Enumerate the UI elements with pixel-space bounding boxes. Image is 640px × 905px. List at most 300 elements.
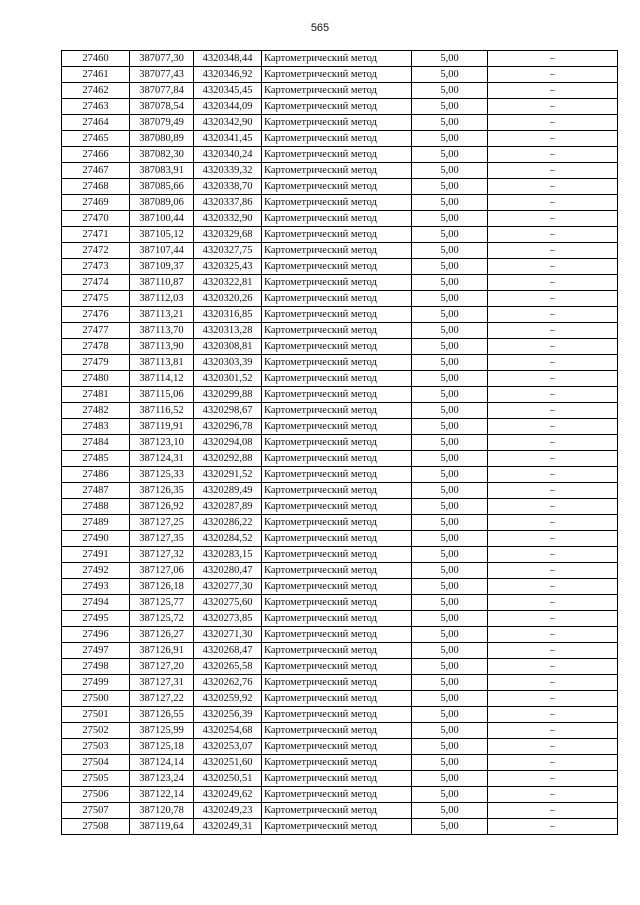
table-row xyxy=(62,195,618,211)
accuracy-cell: 5,00 xyxy=(412,819,488,835)
y-coordinate-cell: 4320249,31 xyxy=(194,819,262,835)
note-cell: – xyxy=(488,755,618,771)
x-coordinate-cell: 387126,92 xyxy=(130,499,194,515)
y-coordinate-cell: 4320251,60 xyxy=(194,755,262,771)
accuracy-cell: 5,00 xyxy=(412,515,488,531)
y-coordinate-cell: 4320339,32 xyxy=(194,163,262,179)
point-number-cell: 27492 xyxy=(62,563,130,579)
y-coordinate-cell: 4320286,22 xyxy=(194,515,262,531)
note-cell: – xyxy=(488,307,618,323)
note-cell: – xyxy=(488,243,618,259)
table-row xyxy=(62,99,618,115)
method-cell: Картометрический метод xyxy=(262,563,412,579)
point-number-cell: 27475 xyxy=(62,291,130,307)
table-row xyxy=(62,163,618,179)
accuracy-cell: 5,00 xyxy=(412,211,488,227)
accuracy-cell: 5,00 xyxy=(412,259,488,275)
method-cell: Картометрический метод xyxy=(262,195,412,211)
table-row xyxy=(62,467,618,483)
note-cell: – xyxy=(488,115,618,131)
accuracy-cell: 5,00 xyxy=(412,467,488,483)
y-coordinate-cell: 4320308,81 xyxy=(194,339,262,355)
note-cell: – xyxy=(488,323,618,339)
x-coordinate-cell: 387089,06 xyxy=(130,195,194,211)
accuracy-cell: 5,00 xyxy=(412,483,488,499)
x-coordinate-cell: 387113,21 xyxy=(130,307,194,323)
method-cell: Картометрический метод xyxy=(262,355,412,371)
x-coordinate-cell: 387113,81 xyxy=(130,355,194,371)
point-number-cell: 27471 xyxy=(62,227,130,243)
x-coordinate-cell: 387082,30 xyxy=(130,147,194,163)
point-number-cell: 27460 xyxy=(62,51,130,67)
x-coordinate-cell: 387078,54 xyxy=(130,99,194,115)
note-cell: – xyxy=(488,787,618,803)
accuracy-cell: 5,00 xyxy=(412,291,488,307)
point-number-cell: 27482 xyxy=(62,403,130,419)
accuracy-cell: 5,00 xyxy=(412,195,488,211)
x-coordinate-cell: 387126,18 xyxy=(130,579,194,595)
accuracy-cell: 5,00 xyxy=(412,611,488,627)
y-coordinate-cell: 4320299,88 xyxy=(194,387,262,403)
method-cell: Картометрический метод xyxy=(262,387,412,403)
method-cell: Картометрический метод xyxy=(262,307,412,323)
point-number-cell: 27483 xyxy=(62,419,130,435)
accuracy-cell: 5,00 xyxy=(412,563,488,579)
y-coordinate-cell: 4320283,15 xyxy=(194,547,262,563)
accuracy-cell: 5,00 xyxy=(412,787,488,803)
y-coordinate-cell: 4320256,39 xyxy=(194,707,262,723)
point-number-cell: 27478 xyxy=(62,339,130,355)
method-cell: Картометрический метод xyxy=(262,451,412,467)
y-coordinate-cell: 4320249,62 xyxy=(194,787,262,803)
method-cell: Картометрический метод xyxy=(262,323,412,339)
note-cell: – xyxy=(488,275,618,291)
y-coordinate-cell: 4320265,58 xyxy=(194,659,262,675)
accuracy-cell: 5,00 xyxy=(412,227,488,243)
note-cell: – xyxy=(488,51,618,67)
note-cell: – xyxy=(488,131,618,147)
table-row xyxy=(62,579,618,595)
x-coordinate-cell: 387120,78 xyxy=(130,803,194,819)
accuracy-cell: 5,00 xyxy=(412,307,488,323)
note-cell: – xyxy=(488,195,618,211)
method-cell: Картометрический метод xyxy=(262,259,412,275)
note-cell: – xyxy=(488,515,618,531)
x-coordinate-cell: 387107,44 xyxy=(130,243,194,259)
table-row xyxy=(62,723,618,739)
accuracy-cell: 5,00 xyxy=(412,147,488,163)
point-number-cell: 27469 xyxy=(62,195,130,211)
accuracy-cell: 5,00 xyxy=(412,179,488,195)
table-row xyxy=(62,499,618,515)
accuracy-cell: 5,00 xyxy=(412,163,488,179)
table-row xyxy=(62,307,618,323)
table-row xyxy=(62,819,618,835)
point-number-cell: 27461 xyxy=(62,67,130,83)
accuracy-cell: 5,00 xyxy=(412,803,488,819)
accuracy-cell: 5,00 xyxy=(412,707,488,723)
method-cell: Картометрический метод xyxy=(262,243,412,259)
accuracy-cell: 5,00 xyxy=(412,499,488,515)
accuracy-cell: 5,00 xyxy=(412,131,488,147)
x-coordinate-cell: 387100,44 xyxy=(130,211,194,227)
x-coordinate-cell: 387113,90 xyxy=(130,339,194,355)
point-number-cell: 27491 xyxy=(62,547,130,563)
y-coordinate-cell: 4320277,30 xyxy=(194,579,262,595)
point-number-cell: 27506 xyxy=(62,787,130,803)
table-body xyxy=(62,51,618,835)
x-coordinate-cell: 387123,24 xyxy=(130,771,194,787)
table-row xyxy=(62,387,618,403)
table-row xyxy=(62,67,618,83)
note-cell: – xyxy=(488,259,618,275)
point-number-cell: 27467 xyxy=(62,163,130,179)
method-cell: Картометрический метод xyxy=(262,435,412,451)
accuracy-cell: 5,00 xyxy=(412,323,488,339)
method-cell: Картометрический метод xyxy=(262,515,412,531)
note-cell: – xyxy=(488,371,618,387)
accuracy-cell: 5,00 xyxy=(412,691,488,707)
table-row xyxy=(62,131,618,147)
note-cell: – xyxy=(488,579,618,595)
y-coordinate-cell: 4320275,60 xyxy=(194,595,262,611)
method-cell: Картометрический метод xyxy=(262,163,412,179)
x-coordinate-cell: 387105,12 xyxy=(130,227,194,243)
y-coordinate-cell: 4320342,90 xyxy=(194,115,262,131)
x-coordinate-cell: 387115,06 xyxy=(130,387,194,403)
y-coordinate-cell: 4320316,85 xyxy=(194,307,262,323)
table-row xyxy=(62,115,618,131)
table-row xyxy=(62,483,618,499)
point-number-cell: 27487 xyxy=(62,483,130,499)
point-number-cell: 27494 xyxy=(62,595,130,611)
point-number-cell: 27508 xyxy=(62,819,130,835)
y-coordinate-cell: 4320250,51 xyxy=(194,771,262,787)
point-number-cell: 27498 xyxy=(62,659,130,675)
x-coordinate-cell: 387112,03 xyxy=(130,291,194,307)
method-cell: Картометрический метод xyxy=(262,419,412,435)
y-coordinate-cell: 4320259,92 xyxy=(194,691,262,707)
accuracy-cell: 5,00 xyxy=(412,675,488,691)
note-cell: – xyxy=(488,547,618,563)
y-coordinate-cell: 4320296,78 xyxy=(194,419,262,435)
x-coordinate-cell: 387127,25 xyxy=(130,515,194,531)
note-cell: – xyxy=(488,707,618,723)
method-cell: Картометрический метод xyxy=(262,51,412,67)
y-coordinate-cell: 4320298,67 xyxy=(194,403,262,419)
x-coordinate-cell: 387125,72 xyxy=(130,611,194,627)
y-coordinate-cell: 4320254,68 xyxy=(194,723,262,739)
table-row xyxy=(62,531,618,547)
y-coordinate-cell: 4320292,88 xyxy=(194,451,262,467)
method-cell: Картометрический метод xyxy=(262,723,412,739)
method-cell: Картометрический метод xyxy=(262,67,412,83)
method-cell: Картометрический метод xyxy=(262,147,412,163)
y-coordinate-cell: 4320313,28 xyxy=(194,323,262,339)
note-cell: – xyxy=(488,803,618,819)
note-cell: – xyxy=(488,387,618,403)
note-cell: – xyxy=(488,771,618,787)
y-coordinate-cell: 4320253,07 xyxy=(194,739,262,755)
note-cell: – xyxy=(488,419,618,435)
method-cell: Картометрический метод xyxy=(262,211,412,227)
y-coordinate-cell: 4320249,23 xyxy=(194,803,262,819)
method-cell: Картометрический метод xyxy=(262,707,412,723)
x-coordinate-cell: 387126,91 xyxy=(130,643,194,659)
table-row xyxy=(62,243,618,259)
point-number-cell: 27481 xyxy=(62,387,130,403)
table-row xyxy=(62,355,618,371)
point-number-cell: 27476 xyxy=(62,307,130,323)
y-coordinate-cell: 4320337,86 xyxy=(194,195,262,211)
y-coordinate-cell: 4320325,43 xyxy=(194,259,262,275)
y-coordinate-cell: 4320345,45 xyxy=(194,83,262,99)
table-row xyxy=(62,771,618,787)
accuracy-cell: 5,00 xyxy=(412,115,488,131)
table-row xyxy=(62,339,618,355)
note-cell: – xyxy=(488,83,618,99)
method-cell: Картометрический метод xyxy=(262,771,412,787)
note-cell: – xyxy=(488,67,618,83)
accuracy-cell: 5,00 xyxy=(412,339,488,355)
note-cell: – xyxy=(488,563,618,579)
point-number-cell: 27493 xyxy=(62,579,130,595)
y-coordinate-cell: 4320291,52 xyxy=(194,467,262,483)
y-coordinate-cell: 4320268,47 xyxy=(194,643,262,659)
table-row xyxy=(62,595,618,611)
accuracy-cell: 5,00 xyxy=(412,659,488,675)
table-row xyxy=(62,147,618,163)
accuracy-cell: 5,00 xyxy=(412,419,488,435)
note-cell: – xyxy=(488,467,618,483)
table-row xyxy=(62,739,618,755)
method-cell: Картометрический метод xyxy=(262,643,412,659)
point-number-cell: 27479 xyxy=(62,355,130,371)
x-coordinate-cell: 387127,31 xyxy=(130,675,194,691)
method-cell: Картометрический метод xyxy=(262,467,412,483)
accuracy-cell: 5,00 xyxy=(412,83,488,99)
point-number-cell: 27466 xyxy=(62,147,130,163)
method-cell: Картометрический метод xyxy=(262,595,412,611)
table-row xyxy=(62,547,618,563)
point-number-cell: 27472 xyxy=(62,243,130,259)
table-row xyxy=(62,707,618,723)
method-cell: Картометрический метод xyxy=(262,291,412,307)
coordinates-table xyxy=(61,50,618,835)
accuracy-cell: 5,00 xyxy=(412,451,488,467)
x-coordinate-cell: 387113,70 xyxy=(130,323,194,339)
note-cell: – xyxy=(488,595,618,611)
point-number-cell: 27503 xyxy=(62,739,130,755)
method-cell: Картометрический метод xyxy=(262,659,412,675)
note-cell: – xyxy=(488,147,618,163)
point-number-cell: 27502 xyxy=(62,723,130,739)
x-coordinate-cell: 387126,55 xyxy=(130,707,194,723)
point-number-cell: 27474 xyxy=(62,275,130,291)
x-coordinate-cell: 387127,22 xyxy=(130,691,194,707)
x-coordinate-cell: 387085,66 xyxy=(130,179,194,195)
note-cell: – xyxy=(488,483,618,499)
accuracy-cell: 5,00 xyxy=(412,627,488,643)
x-coordinate-cell: 387114,12 xyxy=(130,371,194,387)
accuracy-cell: 5,00 xyxy=(412,547,488,563)
table-row xyxy=(62,627,618,643)
note-cell: – xyxy=(488,339,618,355)
point-number-cell: 27489 xyxy=(62,515,130,531)
method-cell: Картометрический метод xyxy=(262,739,412,755)
table-row xyxy=(62,179,618,195)
note-cell: – xyxy=(488,739,618,755)
x-coordinate-cell: 387122,14 xyxy=(130,787,194,803)
method-cell: Картометрический метод xyxy=(262,339,412,355)
x-coordinate-cell: 387125,18 xyxy=(130,739,194,755)
table-row xyxy=(62,291,618,307)
x-coordinate-cell: 387077,30 xyxy=(130,51,194,67)
page-number: 565 xyxy=(310,22,330,34)
y-coordinate-cell: 4320284,52 xyxy=(194,531,262,547)
accuracy-cell: 5,00 xyxy=(412,739,488,755)
y-coordinate-cell: 4320294,08 xyxy=(194,435,262,451)
table-row xyxy=(62,403,618,419)
point-number-cell: 27480 xyxy=(62,371,130,387)
x-coordinate-cell: 387110,87 xyxy=(130,275,194,291)
x-coordinate-cell: 387126,35 xyxy=(130,483,194,499)
note-cell: – xyxy=(488,659,618,675)
accuracy-cell: 5,00 xyxy=(412,723,488,739)
y-coordinate-cell: 4320303,39 xyxy=(194,355,262,371)
note-cell: – xyxy=(488,291,618,307)
accuracy-cell: 5,00 xyxy=(412,371,488,387)
y-coordinate-cell: 4320320,26 xyxy=(194,291,262,307)
y-coordinate-cell: 4320273,85 xyxy=(194,611,262,627)
point-number-cell: 27477 xyxy=(62,323,130,339)
point-number-cell: 27505 xyxy=(62,771,130,787)
x-coordinate-cell: 387080,89 xyxy=(130,131,194,147)
table-row xyxy=(62,275,618,291)
method-cell: Картометрический метод xyxy=(262,755,412,771)
x-coordinate-cell: 387083,91 xyxy=(130,163,194,179)
x-coordinate-cell: 387125,99 xyxy=(130,723,194,739)
method-cell: Картометрический метод xyxy=(262,131,412,147)
y-coordinate-cell: 4320289,49 xyxy=(194,483,262,499)
note-cell: – xyxy=(488,531,618,547)
table-row xyxy=(62,211,618,227)
method-cell: Картометрический метод xyxy=(262,611,412,627)
table-row xyxy=(62,515,618,531)
table-row xyxy=(62,691,618,707)
x-coordinate-cell: 387127,20 xyxy=(130,659,194,675)
note-cell: – xyxy=(488,179,618,195)
y-coordinate-cell: 4320280,47 xyxy=(194,563,262,579)
accuracy-cell: 5,00 xyxy=(412,595,488,611)
accuracy-cell: 5,00 xyxy=(412,51,488,67)
point-number-cell: 27507 xyxy=(62,803,130,819)
method-cell: Картометрический метод xyxy=(262,275,412,291)
accuracy-cell: 5,00 xyxy=(412,67,488,83)
x-coordinate-cell: 387077,43 xyxy=(130,67,194,83)
point-number-cell: 27500 xyxy=(62,691,130,707)
table-row xyxy=(62,451,618,467)
y-coordinate-cell: 4320329,68 xyxy=(194,227,262,243)
y-coordinate-cell: 4320322,81 xyxy=(194,275,262,291)
x-coordinate-cell: 387127,32 xyxy=(130,547,194,563)
point-number-cell: 27490 xyxy=(62,531,130,547)
y-coordinate-cell: 4320338,70 xyxy=(194,179,262,195)
table-row xyxy=(62,435,618,451)
point-number-cell: 27462 xyxy=(62,83,130,99)
point-number-cell: 27485 xyxy=(62,451,130,467)
x-coordinate-cell: 387125,33 xyxy=(130,467,194,483)
method-cell: Картометрический метод xyxy=(262,627,412,643)
table-row xyxy=(62,803,618,819)
accuracy-cell: 5,00 xyxy=(412,403,488,419)
x-coordinate-cell: 387123,10 xyxy=(130,435,194,451)
y-coordinate-cell: 4320287,89 xyxy=(194,499,262,515)
note-cell: – xyxy=(488,227,618,243)
table-row xyxy=(62,371,618,387)
x-coordinate-cell: 387127,35 xyxy=(130,531,194,547)
accuracy-cell: 5,00 xyxy=(412,387,488,403)
method-cell: Картометрический метод xyxy=(262,483,412,499)
table-row xyxy=(62,563,618,579)
method-cell: Картометрический метод xyxy=(262,179,412,195)
accuracy-cell: 5,00 xyxy=(412,355,488,371)
y-coordinate-cell: 4320332,90 xyxy=(194,211,262,227)
x-coordinate-cell: 387079,49 xyxy=(130,115,194,131)
point-number-cell: 27496 xyxy=(62,627,130,643)
y-coordinate-cell: 4320340,24 xyxy=(194,147,262,163)
method-cell: Картометрический метод xyxy=(262,531,412,547)
point-number-cell: 27488 xyxy=(62,499,130,515)
point-number-cell: 27473 xyxy=(62,259,130,275)
note-cell: – xyxy=(488,163,618,179)
method-cell: Картометрический метод xyxy=(262,803,412,819)
point-number-cell: 27484 xyxy=(62,435,130,451)
note-cell: – xyxy=(488,499,618,515)
method-cell: Картометрический метод xyxy=(262,99,412,115)
point-number-cell: 27504 xyxy=(62,755,130,771)
method-cell: Картометрический метод xyxy=(262,547,412,563)
table-row xyxy=(62,51,618,67)
point-number-cell: 27464 xyxy=(62,115,130,131)
accuracy-cell: 5,00 xyxy=(412,243,488,259)
point-number-cell: 27465 xyxy=(62,131,130,147)
accuracy-cell: 5,00 xyxy=(412,275,488,291)
accuracy-cell: 5,00 xyxy=(412,771,488,787)
table-row xyxy=(62,787,618,803)
note-cell: – xyxy=(488,723,618,739)
table-row xyxy=(62,675,618,691)
x-coordinate-cell: 387077,84 xyxy=(130,83,194,99)
x-coordinate-cell: 387127,06 xyxy=(130,563,194,579)
method-cell: Картометрический метод xyxy=(262,691,412,707)
note-cell: – xyxy=(488,355,618,371)
note-cell: – xyxy=(488,611,618,627)
x-coordinate-cell: 387119,91 xyxy=(130,419,194,435)
point-number-cell: 27470 xyxy=(62,211,130,227)
method-cell: Картометрический метод xyxy=(262,371,412,387)
table-row xyxy=(62,611,618,627)
note-cell: – xyxy=(488,819,618,835)
accuracy-cell: 5,00 xyxy=(412,579,488,595)
y-coordinate-cell: 4320344,09 xyxy=(194,99,262,115)
x-coordinate-cell: 387119,64 xyxy=(130,819,194,835)
accuracy-cell: 5,00 xyxy=(412,531,488,547)
method-cell: Картометрический метод xyxy=(262,83,412,99)
method-cell: Картометрический метод xyxy=(262,675,412,691)
table-row xyxy=(62,259,618,275)
table-row xyxy=(62,755,618,771)
